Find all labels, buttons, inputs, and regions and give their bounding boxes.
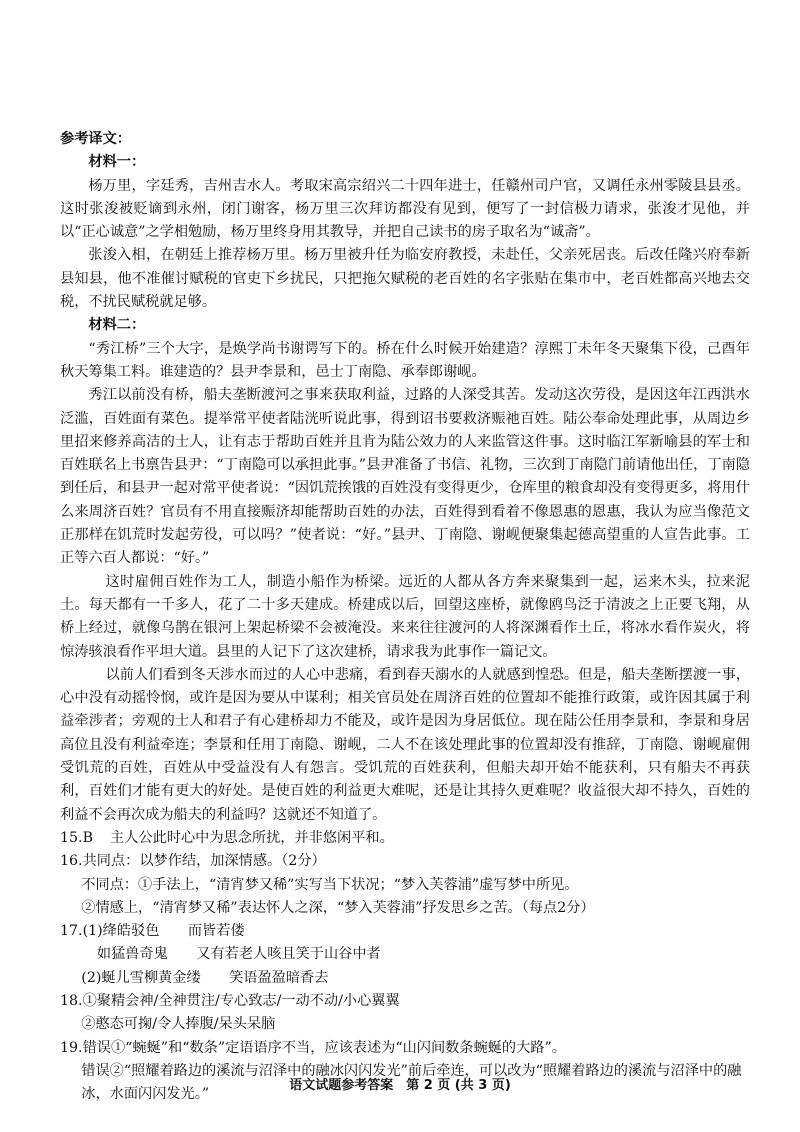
answer-18-part-1: ①聚精会神/全神贯注/专心致志/一动不动/小心翼翼 — [82, 992, 400, 1009]
answer-17 — [60, 920, 750, 943]
material-2-paragraph-1: “秀江桥”三个大字，是焕学尚书谢谔写下的。桥在什么时候开始建造？淳熙丁未年冬天聚集下役，己酉年秋天筹集工料。谁建造的？县尹李景和，邑士丁南隐、承奉郎谢岘。 — [60, 340, 750, 380]
answer-17-number: 17. — [60, 923, 83, 940]
material-2-paragraph-4: 以前人们看到冬天涉水而过的人心中悲痛，看到春天溺水的人就感到惶恐。但是，船夫垄断摆渡一事，心中没有动摇怜悯，或许是因为要从中谋利；相关官员处在周济百姓的位置却不能推行政策，或许因其属于利益牵涉者；旁观的士人和君子有心建桥却力不能及，或许是因为身居低位。现在陆公任用李景和，李景和身居高位且没有利益牵连；李景和任用丁南隐、谢岘，二人不在该处理此事的位置却没有推辞，丁南隐、谢岘雇佣受饥荒的百姓，百姓从中受益没有人有怨言。受饥荒的百姓获利，但船夫却开始不能获利，只有船夫不再获利，百姓们才能有更大的好处。是使百姓的利益更大难呢，还是让其持久更难呢？收益很大却不持久，百姓的利益不会再次成为船夫的利益吗？这就还不知道了。 — [60, 666, 750, 823]
material-1-paragraph-1: 杨万里，字廷秀，吉州吉水人。考取宋高宗绍兴二十四年进士，任赣州司户官，又调任永州零陵县县丞。这时张浚被贬谪到永州，闭门谢客，杨万里三次拜访都没有见到，便写了一封信极力请求，张浚才见他，并以“正心诚意”之学相勉励，杨万里终身用其教导，并把自己读书的房子取名为“诚斋”。 — [60, 177, 750, 241]
answer-17-line-1d: 又有若老人咳且笑于山谷中者 — [196, 946, 381, 963]
material-1-paragraph-2: 张浚入相，在朝廷上推荐杨万里。杨万里被升任为临安府教授，未赴任，父亲死居丧。后改任隆兴府奉新县知县，他不准催讨赋税的官吏下乡扰民，只把拖欠赋税的老百姓的名字张贴在集市中，老百姓都高兴地去交税，不扰民赋税就足够。 — [60, 247, 750, 311]
answer-18 — [60, 990, 750, 1013]
reference-translation-heading: 参考译文： — [60, 131, 131, 147]
answer-16-common-point: 共同点：以梦作结，加深情感。（2分） — [82, 853, 326, 870]
answer-19-number: 19. — [60, 1039, 83, 1056]
answer-16 — [60, 850, 750, 873]
answer-17-continuation — [60, 943, 750, 966]
page-footer: 语文试题参考答案 第 2 页 (共 3 页) — [289, 1078, 511, 1093]
answer-18-number: 18. — [60, 992, 83, 1009]
answer-17-line-1a: (1)绛皓驳色 — [82, 923, 160, 940]
answer-15 — [60, 827, 750, 850]
material-2-paragraph-2: 秀江以前没有桥，船夫垄断渡河之事来获取利益，过路的人深受其苦。发动这次劳役，是因这年江西洪水泛滥，百姓面有菜色。提举常平使者陆洸听说此事，得到诏书要救济赈祂百姓。陆公奉命处理此事，从周边乡里招来修养高洁的士人，让有志于帮助百姓并且肯为陆公效力的人来监管这件事。这时临江军新喻县的军士和百姓联名上书禀告县尹：“丁南隐可以承担此事。”县尹准备了书信、礼物，三次到丁南隐门前请他出任，丁南隐到任后，和县尹一起对常平使者说：“因饥荒挨饿的百姓没有变得更少，仓库里的粮食却没有变得更多，将用什么来周济百姓？官员有不用直接赈济却能帮助百姓的办法，百姓得到看着不像恩惠的恩惠，我认为应当像范文正那样在饥荒时发起劳役，可以吗？”使者说：“好。”县尹、丁南隐、谢岘便聚集起德高望重的人宣告此事。工正等六百人都说：“好。” — [60, 387, 750, 567]
answer-19 — [60, 1037, 750, 1060]
answer-16-number: 16. — [60, 853, 83, 870]
answer-17-line-2a: (2)蜒儿雪柳黄金缕 — [81, 969, 201, 986]
answer-15-number: 15. — [60, 829, 83, 846]
answer-17-line-2b: 笑语盈盈暗香去 — [229, 969, 329, 986]
answer-17-line-1c: 如猛兽奇鬼 — [96, 946, 168, 963]
material-1-title: 材料一： — [88, 154, 146, 171]
answer-16-difference-1: 不同点：①手法上，“清宵梦又稀”实写当下状况；“梦入芙蓉浦”虚写梦中所见。 — [81, 876, 579, 893]
answer-page-body — [60, 128, 750, 1106]
material-2-paragraph-3: 这时雇佣百姓作为工人，制造小船作为桥梁。远近的人都从各方奔来聚集到一起，运来木头，拉来泥土。每天都有一千多人，花了二十多天建成。桥建成以后，回望这座桥，就像鸥鸟泛于清波之上正要飞翔，从桥上经过，就像乌鹊在银河上架起桥梁不会被淹没。来来往往渡河的人将深渊看作土丘，将冰水看作炭火，将惊涛骇浪看作平坦大道。县里的人记下了这次建桥，请求我为此事作一篇记文。 — [60, 573, 750, 660]
answer-16-difference-2: ②情感上，“清宵梦又稀”表达怀人之深，“梦入芙蓉浦”抒发思乡之苦。（每点2分） — [81, 899, 595, 916]
answer-19-error-1: 错误①“蜿蜒”和“数条”定语语序不当，应该表述为“山闪间数条蜿蜒的大路”。 — [82, 1039, 566, 1056]
answer-17-part-2 — [60, 967, 750, 990]
material-2-title: 材料二： — [88, 317, 146, 334]
answer-15-choice: B — [82, 829, 94, 846]
answer-18-part-2: ②憨态可掬/令人捧腹/呆头呆脑 — [81, 1016, 276, 1033]
answer-17-line-1b: 而皆若偻 — [187, 923, 245, 940]
answer-15-explanation: 主人公此时心中为思念所扰，并非悠闲平和。 — [110, 829, 394, 846]
answer-19-error-2: 错误②“照耀着路边的溪流与沼泽中的融冰闪闪发光”前后牵连，可以改为“照耀着路边的溪流与沼泽中的融冰，水面闪闪发光。” — [81, 1062, 742, 1103]
